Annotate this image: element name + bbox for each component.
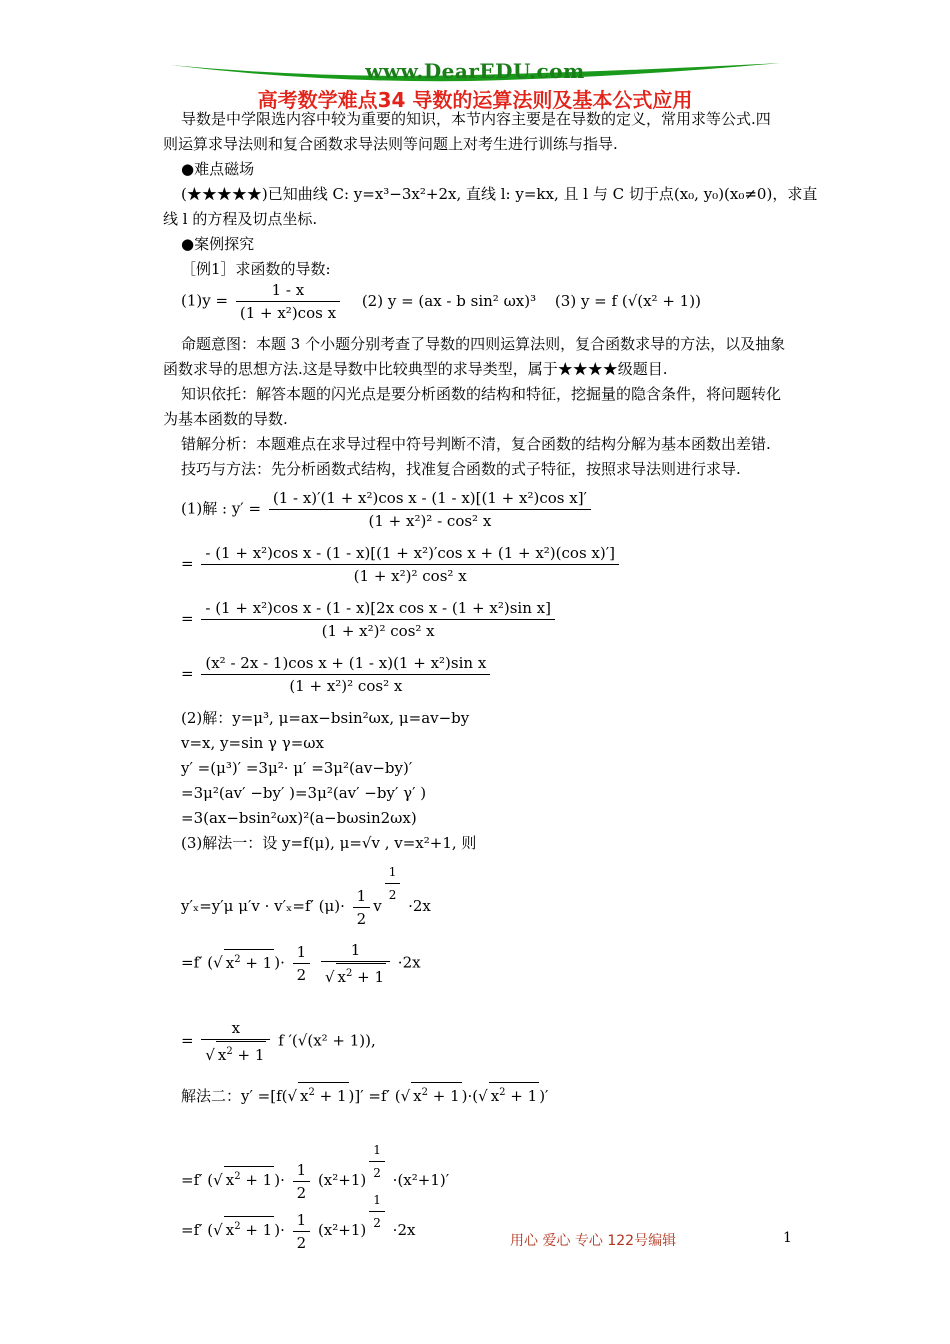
- expr: =f′ (: [181, 1171, 214, 1189]
- method-line: 技巧与方法：先分析函数式结构，找准复合函数的式子特征，按照求导法则进行求导.: [181, 460, 741, 478]
- half-fraction: $\frac{1}{2}$: [293, 1160, 311, 1203]
- exponent-fraction: $\frac{1}{2}$: [369, 1140, 385, 1183]
- q1-denominator: (1 + x²)cos x: [239, 304, 337, 322]
- expr: 解法二：y′ =[f(: [181, 1087, 288, 1105]
- sol1-step-2: = $\frac{\text{- (1 + x²)cos x - (1 - x)[(1 + x²)′cos x + (1 + x²)(cos x)′]}}{\text{(1 + x²)² cos² x}}$: [181, 543, 622, 586]
- sol1-step-3: = $\frac{\text{- (1 + x²)cos x - (1 - x)[2x cos x - (1 + x²)sin x]}}{\text{(1 + x²)² cos² x}}$: [181, 598, 558, 641]
- sol2-line-4: =3μ²(av′ −by′ )=3μ²(av′ −by′ γ′ ): [181, 784, 427, 802]
- sol2-line-5: =3(ax−bsin²ωx)²(a−bωsin2ωx): [181, 809, 417, 827]
- expr: v: [373, 897, 382, 915]
- sol3-method-2-line-2: =f′ (√ $x^2 + 1$ )· $\frac{1}{2}$ (x²+1) $\frac{1}{2}$ ·(x²+1)′: [181, 1140, 449, 1203]
- sol1-fraction-2: [201, 543, 619, 586]
- expr: ·2x: [397, 953, 421, 972]
- sol1-step-1: [181, 488, 594, 531]
- numerator: (x² - 2x - 1)cos x + (1 - x)(1 + x²)sin x: [201, 653, 490, 675]
- sol1-fraction-1: [269, 488, 591, 531]
- example-formulas: [181, 280, 701, 323]
- sol2-line-2: v=x, y=sin γ γ=ωx: [181, 734, 324, 752]
- intro-line-1: 导数是中学限选内容中较为重要的知识，本节内容主要是在导数的定义，常用求等公式.四: [181, 110, 771, 128]
- q1-fraction: [236, 280, 340, 323]
- sol2-line-3: y′ =(μ³)′ =3μ²· μ′ =3μ²(av−by)′: [181, 759, 413, 777]
- expr: (x²+1): [317, 1221, 367, 1239]
- q3-formula: (3) y = f (√(x² + 1)): [554, 291, 701, 310]
- q1-numerator: 1 - x: [236, 280, 340, 302]
- denominator: (1 + x²)² cos² x: [321, 622, 435, 640]
- expr: ·2x: [408, 897, 431, 915]
- problem-line-1: (★★★★★)已知曲线 C: y=x³−3x²+2x, 直线 l: y=kx, 且 l 与 C 切于点(x₀, y₀)(x₀≠0)，求直: [181, 185, 818, 203]
- denominator: (1 + x²)² cos² x: [289, 677, 403, 695]
- expr: )·: [274, 953, 285, 972]
- expr: (x²+1): [317, 1171, 367, 1189]
- problem-line-2: 线 l 的方程及切点坐标.: [163, 210, 318, 228]
- expr: )·: [274, 1221, 285, 1239]
- x-over-sqrt: $\frac{x}{√ x^2 + 1}$: [201, 1018, 270, 1065]
- denominator: (1 + x²)² - cos² x: [368, 512, 492, 530]
- sol1-step-4: = $\frac{\text{(x² - 2x - 1)cos x + (1 - x)(1 + x²)sin x}}{\text{(1 + x²)² cos² x}}$: [181, 653, 493, 696]
- intent-line-1: 命题意图：本题 3 个小题分别考查了导数的四则运算法则，复合函数求导的方法，以及抽象: [181, 335, 786, 353]
- intent-line-2: 函数求导的思想方法.这是导数中比较典型的求导类型，属于★★★★级题目.: [163, 360, 668, 378]
- site-banner: [170, 55, 780, 87]
- sol3-method-2-line-3: =f′ (√ $x^2 + 1$ )· $\frac{1}{2}$ (x²+1) $\frac{1}{2}$ ·2x: [181, 1190, 415, 1253]
- q1-label: (1)y =: [181, 291, 229, 310]
- expr: y′ₓ=y′μ μ′v · v′ₓ=f′ (μ)·: [181, 897, 345, 915]
- sol3-line-1: (3)解法一：设 y=f(μ), μ=√v , v=x²+1, 则: [181, 834, 477, 852]
- page-title: 高考数学难点34 导数的运算法则及基本公式应用: [257, 88, 693, 112]
- sol1-fraction-4: [201, 653, 490, 696]
- sol1-fraction-3: [201, 598, 555, 641]
- basis-line-2: 为基本函数的导数.: [163, 410, 288, 428]
- sol3-method-2-line-1: 解法二：y′ =[f(√ $x^2 + 1$ )]′ =f′ (√ $x^2 + 1$ )·(√ $x^2 + 1$ )′: [181, 1082, 548, 1106]
- expr: f ′(√(x² + 1)),: [278, 1031, 376, 1050]
- expr: )·(: [461, 1087, 479, 1105]
- sol3-line-3: =f′ (√ $x^2 + 1$ )· $\frac{1}{2}$ $\frac{1}{√ x^2 + 1}$ ·2x: [181, 941, 421, 986]
- half-fraction: $\frac{1}{2}$: [353, 886, 371, 929]
- sol2-line-1: (2)解：y=μ³, μ=ax−bsin²ωx, μ=av−by: [181, 709, 470, 727]
- site-name[interactable]: www.DearEDU.com: [365, 59, 585, 83]
- expr: =f′ (: [181, 1221, 214, 1239]
- sol3-line-4: = $\frac{x}{√ x^2 + 1}$ f ′(√(x² + 1)),: [181, 1019, 376, 1064]
- half-fraction: $\frac{1}{2}$: [293, 1210, 311, 1253]
- basis-line-1: 知识依托：解答本题的闪光点是要分析函数的结构和特征，挖掘量的隐含条件，将问题转化: [181, 385, 782, 403]
- reciprocal-sqrt: $\frac{1}{√ x^2 + 1}$: [321, 940, 390, 987]
- sol3-line-2: [181, 862, 431, 929]
- sol1-label: (1)解 : y′ =: [181, 499, 262, 518]
- section-heading: ●难点磁场: [181, 160, 255, 178]
- expr: )·: [274, 1171, 285, 1189]
- q2-formula: (2) y = (ax - b sin² ωx)³: [361, 291, 537, 310]
- exponent-fraction: $\frac{1}{2}$: [369, 1190, 385, 1233]
- section-heading: ●案例探究: [181, 235, 255, 253]
- expr: )′: [539, 1087, 549, 1105]
- expr: ·2x: [392, 1221, 416, 1239]
- half-fraction: $\frac{1}{2}$: [293, 942, 311, 985]
- example-heading: ［例1］求函数的导数:: [181, 260, 331, 278]
- numerator: (1 - x)′(1 + x²)cos x - (1 - x)[(1 + x²)cos x]′: [269, 488, 591, 510]
- expr: ·(x²+1)′: [392, 1171, 450, 1189]
- numerator: - (1 + x²)cos x - (1 - x)[(1 + x²)′cos x + (1 + x²)(cos x)′]: [201, 543, 619, 565]
- footer-text: 用心 爱心 专心 122号编辑: [510, 1233, 677, 1249]
- exponent-fraction: $\frac{1}{2}$: [385, 862, 401, 905]
- intro-line-2: 则运算求导法则和复合函数求导法则等问题上对考生进行训练与指导.: [163, 135, 618, 153]
- error-analysis: 错解分析：本题难点在求导过程中符号判断不清，复合函数的结构分解为基本函数出差错.: [181, 435, 771, 453]
- expr: =f′ (: [181, 953, 214, 972]
- page-number: 1: [783, 1230, 792, 1246]
- denominator: (1 + x²)² cos² x: [353, 567, 467, 585]
- numerator: - (1 + x²)cos x - (1 - x)[2x cos x - (1 + x²)sin x]: [201, 598, 555, 620]
- expr: )]′ =f′ (: [348, 1087, 401, 1105]
